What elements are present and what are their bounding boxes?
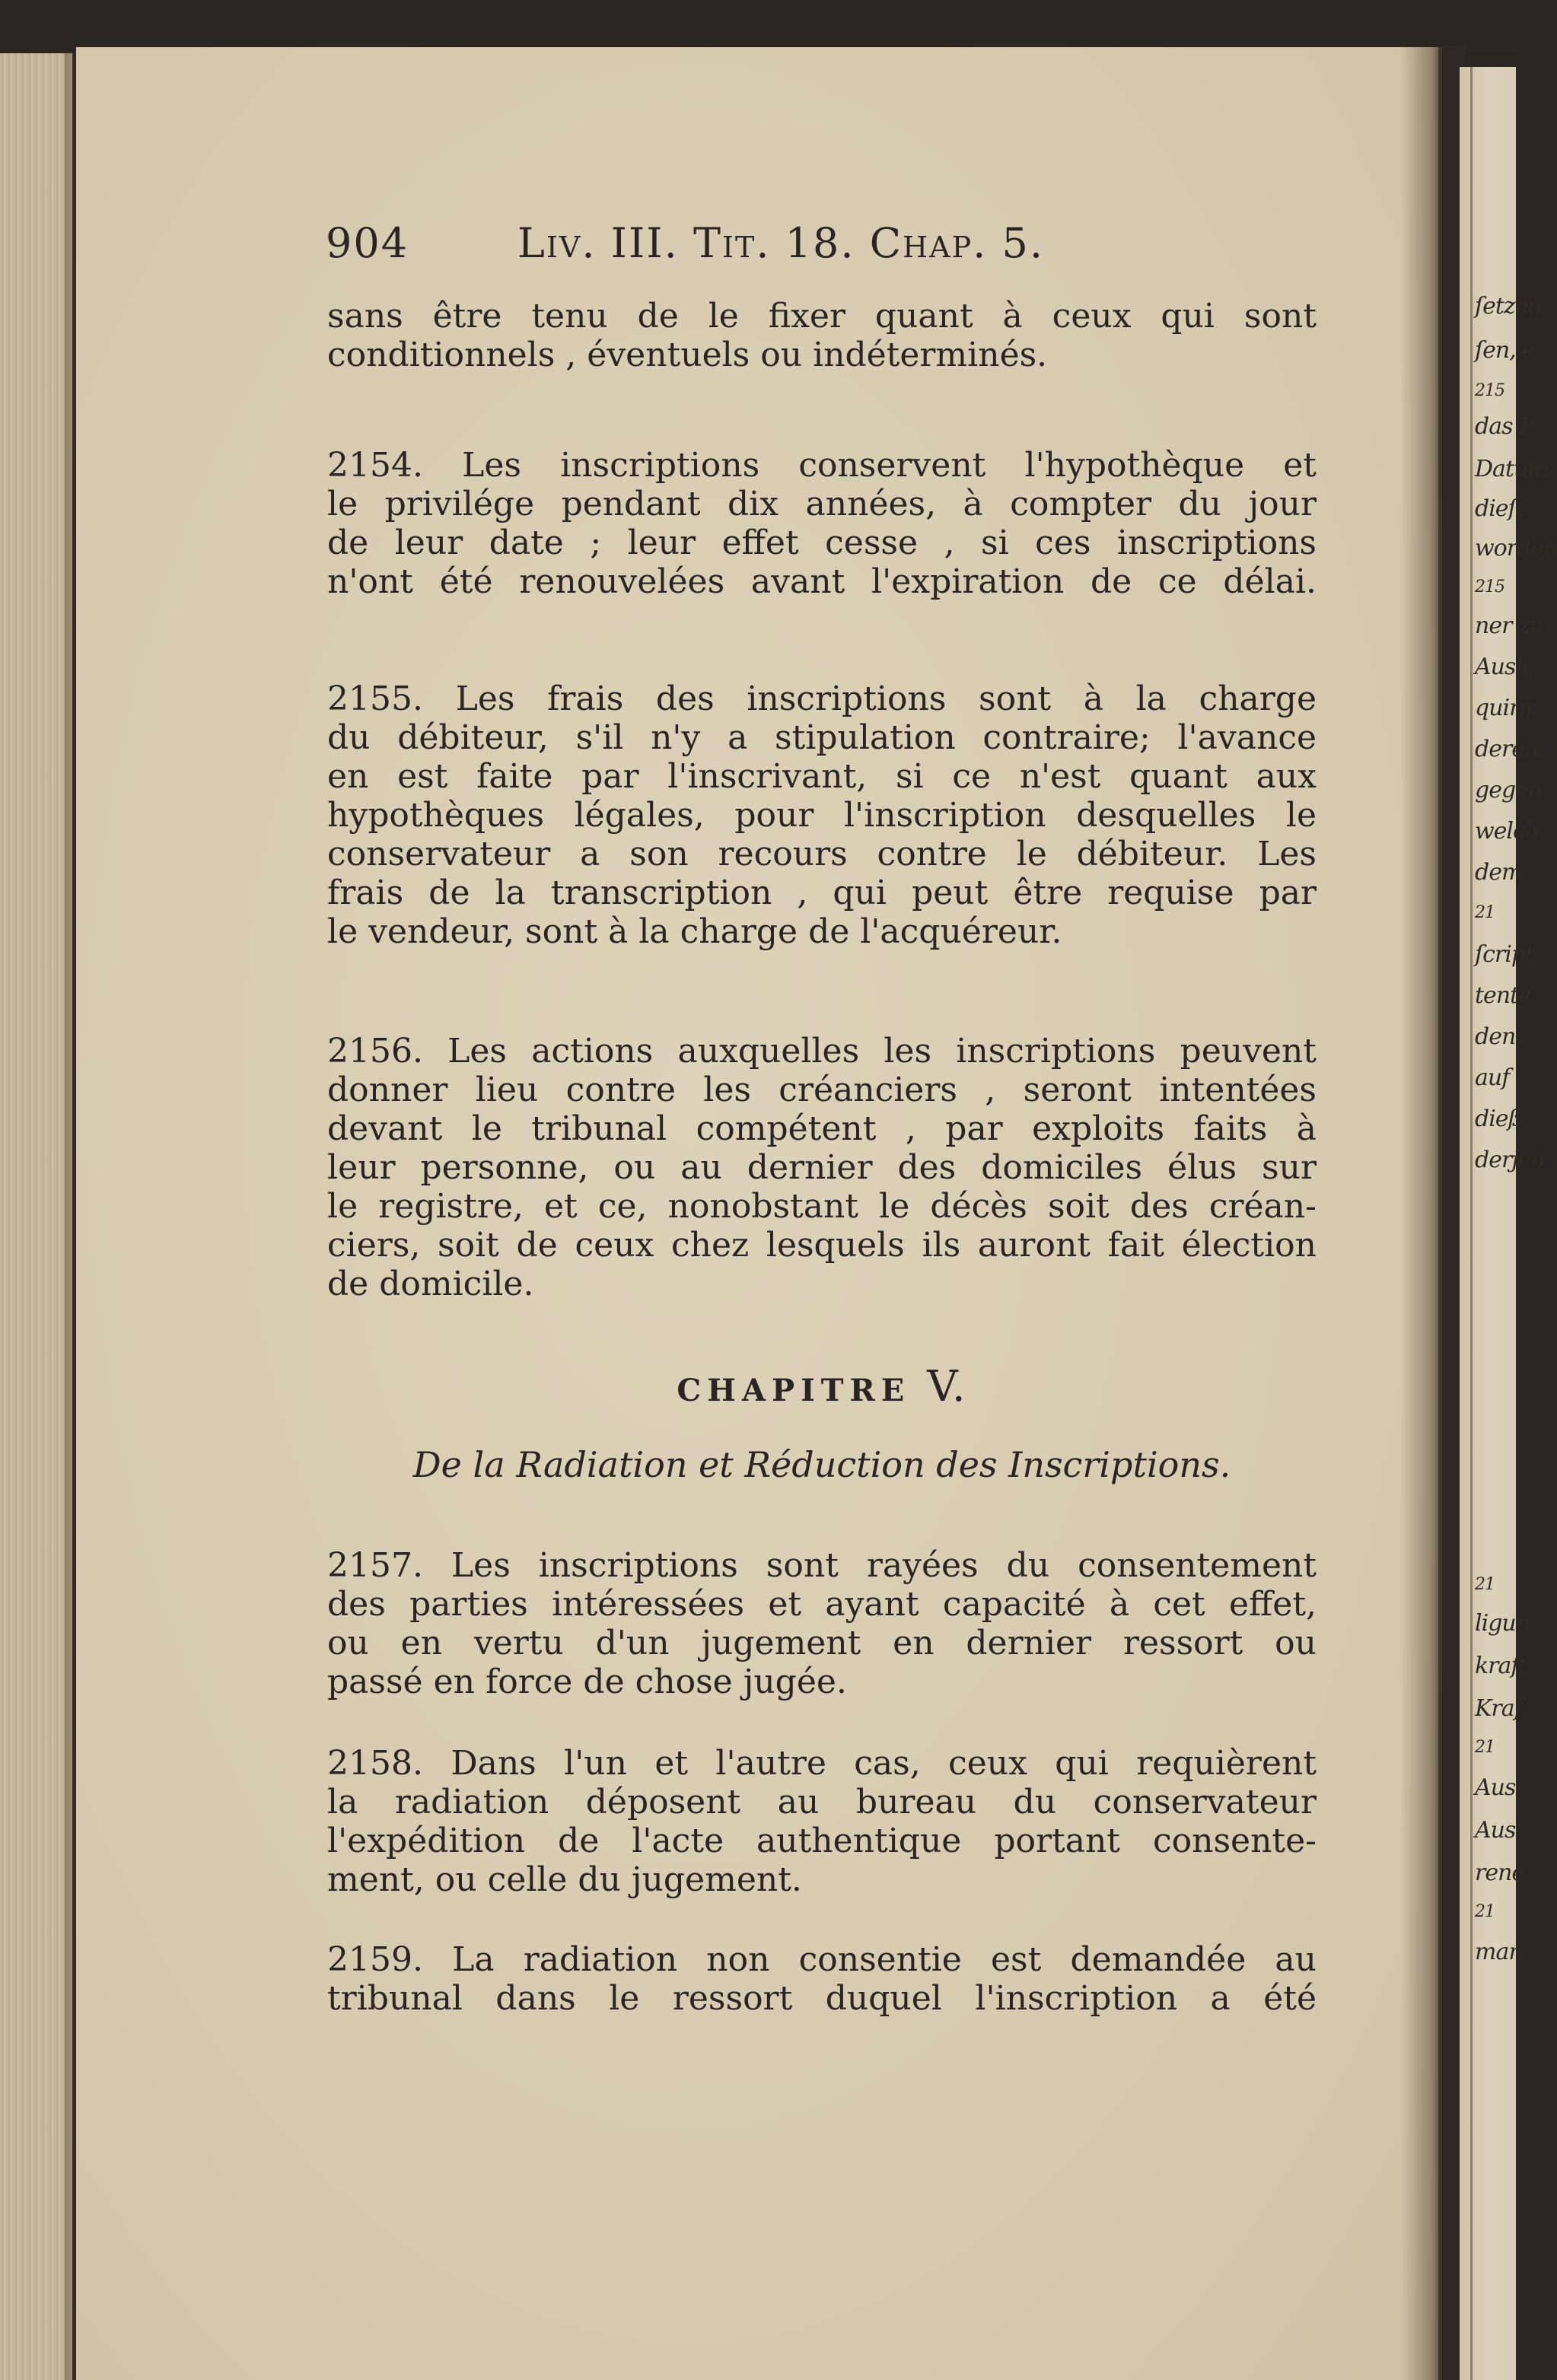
text-line: conditionnels , éventuels ou indéterminés. [327,336,1048,374]
article-2158 [327,1744,1317,1899]
text-line: 2157. Les inscriptions sont rayées du consentement [327,1546,1317,1585]
facing-page-text [1475,293,1557,1188]
text-line: 2159. La radiation non consentie est demandée au [327,1940,1317,1979]
text-line: 2154. Les inscriptions conservent l'hypothèque et [327,446,1317,485]
text-line: ou en vertu d'un jugement en dernier ressort ou [327,1624,1317,1662]
article-2155 [327,679,1317,951]
text-line: passé en force de chose jugée. [327,1662,847,1701]
facing-page-text-lower [1475,1575,1530,1981]
facing-line: 21 [1475,1575,1495,1594]
facing-line: Aus [1475,1774,1516,1801]
facing-line: dieß [1475,1106,1523,1132]
text-line: du débiteur, s'il n'y a stipulation contraire; l'avance [327,718,1317,757]
scan-background [0,0,1516,53]
facing-line: quirir [1475,695,1536,721]
text-line: le registre, et ce, nonobstant le décès soit des créan- [327,1187,1317,1226]
facing-line: derjen [1475,1147,1545,1173]
page-number: 904 [326,219,409,267]
text-line: sans être tenu de le fixer quant à ceux qui sont [327,297,1317,336]
facing-page-rule [1470,67,1473,2380]
text-line: 2158. Dans l'un et l'autre cas, ceux qui requièrent [327,1744,1317,1783]
facing-line: 215 [1475,381,1504,400]
facing-line: Datum [1475,456,1549,482]
text-line: n'ont été renouvelées avant l'expiration de ce délai. [327,562,1317,601]
text-line: 2155. Les frais des inscriptions sont à la charge [327,679,1317,718]
text-line: leur personne, ou au dernier des domiciles élus sur [327,1148,1317,1187]
facing-line: man [1475,1939,1523,1965]
text-line: 2156. Les actions auxquelles les inscriptions peuvent [327,1032,1317,1071]
paragraph-continuation [327,297,1317,374]
facing-line: Aus [1475,1817,1516,1844]
facing-line: Ausla [1475,654,1535,680]
facing-line: deren [1475,736,1539,762]
chapter-heading [327,1362,1317,1411]
chapter-label: CHAPITRE [677,1373,911,1408]
text-line: la radiation déposent au bureau du conservateur [327,1783,1317,1822]
gutter-shadow [1400,47,1446,2380]
running-head-title: Liv. III. Tit. 18. Chap. 5. [517,219,1045,267]
text-line: le vendeur, sont à la charge de l'acquéreur. [327,912,1062,951]
facing-line: 215 [1475,578,1504,597]
facing-line: ſen, e [1475,337,1536,364]
facing-line: ligun [1475,1610,1530,1637]
article-2157 [327,1546,1317,1701]
text-line: devant le tribunal compétent , par exploits faits à [327,1109,1317,1148]
text-line: en est faite par l'inscrivant, si ce n'est quant aux [327,757,1317,796]
text-line: conservateur a son recours contre le débiteur. Les [327,835,1317,873]
chapter-subtitle: De la Radiation et Réduction des Inscriptions. [412,1444,1231,1485]
facing-line: Kraf [1475,1695,1522,1722]
facing-line: welch [1475,818,1539,845]
facing-line: das P [1475,413,1534,440]
running-header [326,219,1315,272]
article-2154 [327,446,1317,601]
text-line: de domicile. [327,1265,534,1303]
facing-line: 21 [1475,1738,1495,1757]
facing-line: gegen [1475,777,1543,803]
facing-line: auf [1475,1064,1510,1091]
facing-line: ſcript [1475,941,1534,968]
chapter-number: V. [927,1362,967,1411]
text-line: ment, ou celle du jugement. [327,1860,802,1899]
facing-line: 21 [1475,903,1495,922]
facing-line: tente [1475,982,1531,1009]
text-line: donner lieu contre les créanciers , seront intentées [327,1071,1317,1109]
text-line: de leur date ; leur effet cesse , si ces inscriptions [327,523,1317,562]
article-2156 [327,1032,1317,1303]
facing-line: ſetzen [1475,293,1542,320]
facing-line: 21 [1475,1902,1495,1921]
facing-line: ner zu [1475,612,1544,639]
text-line: tribunal dans le ressort duquel l'inscription a été [327,1979,1317,2018]
facing-line: den, [1475,1023,1522,1050]
facing-line: kraft [1475,1653,1527,1679]
article-2159 [327,1940,1317,2018]
page-edge-stack [0,53,72,2380]
text-line: le privilége pendant dix années, à compter du jour [327,485,1317,523]
text-line: l'expédition de l'acte authentique portant consente- [327,1822,1317,1860]
facing-line: worden [1475,535,1557,562]
text-line: des parties intéressées et ayant capacité à cet effet, [327,1585,1317,1624]
text-line: ciers, soit de ceux chez lesquels ils auront fait élection [327,1226,1317,1265]
facing-line: dieſe [1475,495,1529,522]
facing-line: rene [1475,1860,1525,1886]
text-line: frais de la transcription , qui peut être requise par [327,873,1317,912]
text-line: hypothèques légales, pour l'inscription desquelles le [327,796,1317,835]
facing-line: dem [1475,859,1523,886]
